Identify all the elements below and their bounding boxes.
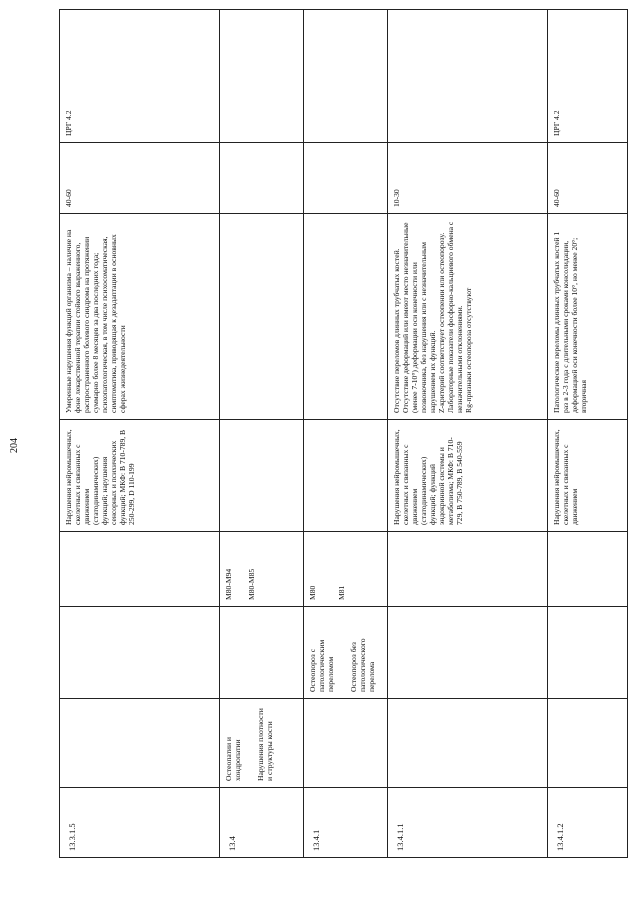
cell-icd: [220, 532, 304, 607]
icd-line: M80-M85: [247, 568, 256, 600]
disease-line: Остеопороз без патологического перелома: [349, 638, 376, 692]
cell-name: [304, 699, 388, 788]
cell-icd: [60, 532, 220, 607]
cell-criteria: Патологические переломы длинных трубчатых костей 1 раз в 2-3 года с длительными сроками консолидации, деформацией оси конечности более 10°, но менее 20°; вторичная: [548, 214, 628, 420]
icd-line: M80: [308, 585, 317, 600]
criteria-line: Отсутствие переломов длинных трубчатых костей.: [392, 248, 401, 413]
cell-icd: [548, 532, 628, 607]
cell-impairment: [220, 420, 304, 532]
cell-disease: [220, 607, 304, 699]
cell-icd: [388, 532, 548, 607]
cell-name: [388, 699, 548, 788]
cell-disease: [60, 607, 220, 699]
cell-percent: [304, 143, 388, 214]
cell-criteria: Умеренные нарушения функций организма – наличие на фоне лекарственной терапии стойкого выраженного, распространенного болевого синдрома на протяжении суммарно более 8 месяцев за два последних года; психопатологическая, в том числе психосоматическая, симптоматика, приводящая к дезадаптации в основных сферах жизнедеятельности: [60, 214, 220, 420]
icd-line: M80-M94: [224, 568, 233, 600]
cell-disease: [388, 607, 548, 699]
criteria-line: Отсутствие деформаций или имеют место незначительные (менее 7-10°) деформации оси конечности или позвоночника, без нарушения или с незначительным нарушением их функций.: [401, 222, 437, 413]
cell-doc: [304, 10, 388, 143]
cell-doc: ЦРГ 4.2: [548, 10, 628, 143]
table-row: [304, 10, 388, 858]
criteria-line: Лабораторные показатели фосфорно-кальциевого обмена с незначительными отклонениями.: [446, 221, 464, 413]
cell-percent: 40-60: [548, 143, 628, 214]
name-line: Остеопатии и хондропатии: [224, 737, 242, 781]
table-row: [60, 10, 220, 858]
table-row: [548, 10, 628, 858]
cell-code: 13.4.1.2: [548, 788, 628, 858]
criteria-line: Rg-признаки остеопороза отсутствуют: [464, 287, 473, 413]
cell-criteria: [304, 214, 388, 420]
rotated-page: [59, 10, 627, 858]
table-row: [220, 10, 304, 858]
cell-doc: [388, 10, 548, 143]
cell-disease: [548, 607, 628, 699]
cell-code: 13.3.1.5: [60, 788, 220, 858]
cell-doc: ЦРГ 4.2: [60, 10, 220, 143]
criteria-table: [59, 9, 628, 858]
cell-criteria: [220, 214, 304, 420]
table-row: [388, 10, 548, 858]
cell-name: [548, 699, 628, 788]
cell-impairment: [304, 420, 388, 532]
cell-name: [60, 699, 220, 788]
icd-line: M81: [337, 585, 346, 600]
cell-impairment: Нарушения нейромышечных, скелетных и связанных с движением (статодинамических) функций; нарушения сенсорных и психических функций; МКФ: В 710-789, В 250-299, D 110-199: [60, 420, 220, 532]
page-number-text: 204: [9, 438, 20, 453]
cell-name: [220, 699, 304, 788]
cell-criteria: [388, 214, 548, 420]
cell-percent: 40-60: [60, 143, 220, 214]
page-number: [7, 440, 22, 451]
cell-disease: [304, 607, 388, 699]
cell-code: 13.4: [220, 788, 304, 858]
cell-doc: [220, 10, 304, 143]
cell-percent: 10-30: [388, 143, 548, 214]
cell-code: 13.4.1.1: [388, 788, 548, 858]
cell-percent: [220, 143, 304, 214]
criteria-line: Z-критерий соответствует остеопении или остеопорозу.: [437, 232, 446, 413]
table-container: [59, 10, 627, 858]
cell-impairment: Нарушения нейромышечных, скелетных и связанных с движением: [548, 420, 628, 532]
cell-impairment: Нарушения нейромышечных, скелетных и связанных с движением (статодинамических) функций; функций эндокринной системы и метаболизма; МКФ: В 710-729, В 750-789, В 540-559: [388, 420, 548, 532]
name-line: Нарушения плотности и структуры кости: [256, 708, 274, 781]
disease-line: Остеопороз с патологическим переломом: [308, 639, 335, 692]
cell-code: 13.4.1: [304, 788, 388, 858]
cell-icd: [304, 532, 388, 607]
